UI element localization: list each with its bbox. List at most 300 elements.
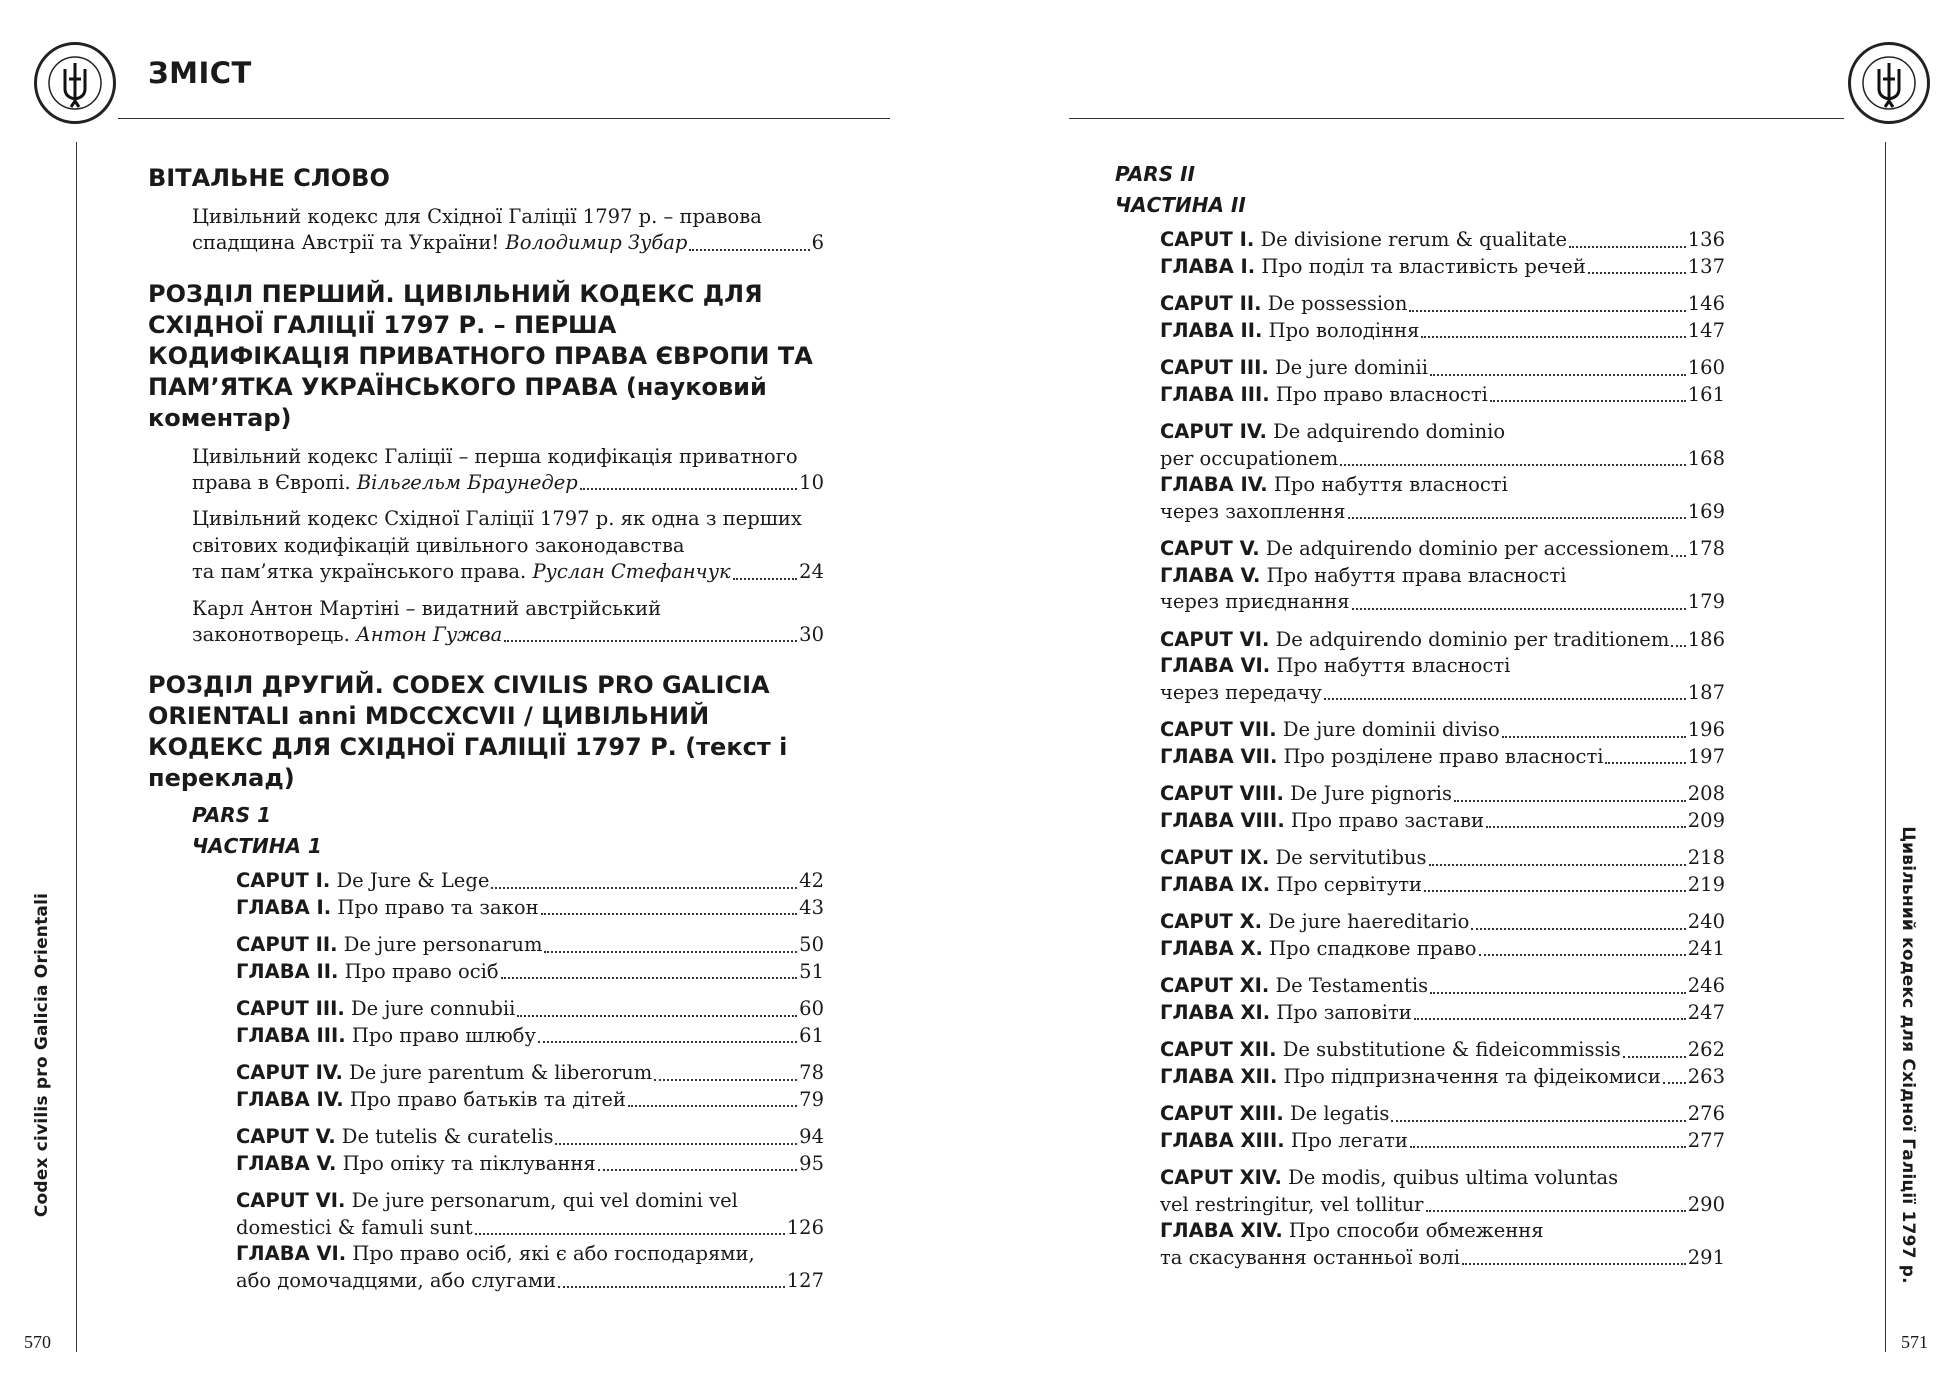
entry-label	[1160, 1000, 1412, 1027]
part-label-ukrainian: ЧАСТИНА 1	[192, 834, 322, 858]
toc-entry-line	[1160, 808, 1725, 835]
entry-page-number: 24	[799, 560, 824, 583]
entry-text: De jure dominii	[1268, 356, 1429, 379]
entry-page-number: 127	[786, 1268, 824, 1292]
entry-number: CAPUT II.	[1160, 292, 1262, 315]
article-title-line: законотворець.	[192, 622, 357, 646]
entry-number: CAPUT II.	[236, 933, 338, 956]
entry-number: ГЛАВА I.	[1160, 254, 1256, 278]
entry-page-number: 168	[1687, 446, 1725, 470]
dot-leader	[1414, 1018, 1686, 1020]
dot-leader	[1421, 336, 1685, 338]
entry-text: та скасування останньої волі	[1160, 1245, 1461, 1269]
entry-page-number: 43	[799, 895, 824, 919]
table-of-contents	[1115, 159, 1725, 1282]
toc-entry-line	[1160, 419, 1725, 446]
article-title-line: Карл Антон Мартіні – видатний австрійський	[192, 596, 662, 620]
entry-text: De modis, quibus ultima voluntas	[1281, 1166, 1619, 1189]
article-entry	[192, 595, 824, 649]
chapter-entry	[1160, 717, 1725, 770]
entry-page-number: 196	[1687, 718, 1725, 741]
toc-entry-line	[236, 1124, 824, 1151]
toc-entry-line	[1160, 1037, 1725, 1064]
entry-label	[1160, 1245, 1460, 1272]
entry-page-number: 179	[1687, 590, 1725, 613]
entry-text: Про опіку та піклування	[336, 1151, 596, 1175]
toc-entry-line	[236, 1060, 824, 1087]
entry-label	[1160, 1101, 1389, 1128]
entry-page-number: 219	[1687, 872, 1725, 896]
entry-label	[1160, 717, 1500, 744]
entry-text: Про підпризначення та фідеікомиси	[1277, 1064, 1661, 1088]
toc-entry-line	[192, 230, 824, 257]
entry-page-number: 186	[1687, 627, 1725, 651]
entry-text: Про спадкове право	[1262, 936, 1477, 960]
entry-text: De adquirendo dominio	[1266, 420, 1506, 443]
toc-entry-line	[1160, 1128, 1725, 1155]
entry-label	[1160, 318, 1419, 345]
entry-number: ГЛАВА III.	[1160, 382, 1270, 406]
entry-page-number: 51	[799, 959, 824, 983]
side-running-title: Codex civilis pro Galicia Orientali	[32, 892, 52, 1218]
toc-entry-line	[1160, 909, 1725, 936]
entry-text: De Jure & Lege	[330, 869, 490, 892]
dot-leader	[555, 1143, 797, 1145]
section-title-text: РОЗДІЛ ДРУГИЙ. CODEX CIVILIS PRO GALICIA ORIENTALI anni MDCCXCVII / ЦИВІЛЬНИЙ КОДЕКС ДЛЯ СХІДНОЇ ГАЛІЦІЇ 1797 Р.	[148, 671, 770, 761]
entry-page-number: 209	[1687, 808, 1725, 832]
article-title-line: Цивільний кодекс Галіції – перша кодифікація приватного	[192, 444, 798, 468]
toc-entry-line	[1160, 653, 1725, 680]
section-title-suffix: (науковий коментар)	[148, 372, 767, 432]
dot-leader	[1490, 400, 1686, 402]
margin-rule	[76, 142, 77, 1352]
entry-number: ГЛАВА V.	[1160, 563, 1261, 587]
entry-text: або домочадцями, або слугами	[236, 1268, 556, 1292]
entry-page-number: 161	[1687, 382, 1725, 406]
toc-entry-line	[1160, 1245, 1725, 1272]
dot-leader	[654, 1079, 797, 1081]
entry-text: De adquirendo dominio per accessionem	[1259, 537, 1670, 560]
entry-label	[1160, 446, 1338, 473]
entry-label	[192, 470, 578, 497]
dot-leader	[544, 951, 797, 953]
toc-entry-line	[1160, 563, 1725, 590]
entry-label	[1160, 781, 1452, 808]
entry-text: De Testamentis	[1269, 974, 1429, 997]
entry-page-number: 247	[1687, 1000, 1725, 1024]
entry-page-number: 197	[1687, 744, 1725, 768]
entry-number: CAPUT VI.	[1160, 627, 1270, 651]
entry-label	[236, 1087, 626, 1114]
chapter-entry	[236, 868, 824, 921]
article-author: Руслан Стефанчук	[532, 560, 731, 583]
dot-leader	[558, 1286, 785, 1288]
section-title	[148, 163, 824, 194]
chapter-entry	[1160, 781, 1725, 834]
entry-page-number: 60	[799, 997, 824, 1020]
emblem-logo	[1848, 42, 1930, 124]
article-title-line: права в Європі.	[192, 470, 357, 494]
entry-page-number: 146	[1687, 292, 1725, 315]
toc-entry-line	[236, 1268, 824, 1295]
entry-label	[1160, 291, 1407, 318]
entry-label	[1160, 680, 1322, 707]
article-author: Антон Гужва	[356, 622, 503, 646]
header-rule	[1069, 118, 1844, 119]
dot-leader	[1391, 1120, 1685, 1122]
entry-label	[1160, 627, 1669, 654]
toc-entry-line	[236, 1241, 824, 1268]
entry-text: через захоплення	[1160, 499, 1346, 523]
entry-page-number: 147	[1687, 318, 1725, 342]
entry-number: ГЛАВА VI.	[236, 1242, 347, 1265]
toc-entry-line	[1160, 845, 1725, 872]
entry-label	[192, 622, 502, 649]
entry-label	[1160, 227, 1567, 254]
chapter-entry	[236, 1188, 824, 1294]
entry-label	[1160, 254, 1586, 281]
entry-label	[1160, 382, 1488, 409]
entry-text: Про легати	[1284, 1128, 1408, 1152]
entry-label	[1160, 744, 1603, 771]
section-title-suffix: (текст і переклад)	[148, 733, 788, 792]
toc-entry-line	[1160, 973, 1725, 1000]
entry-text: через приєднання	[1160, 590, 1350, 613]
entry-text: Про володіння	[1262, 318, 1420, 342]
entry-label	[236, 1060, 652, 1087]
dot-leader	[1605, 762, 1685, 764]
article-title-line: спадщина Австрії та України!	[192, 231, 506, 254]
entry-label	[1160, 536, 1669, 563]
entry-text: Про поділ та властивість речей	[1255, 254, 1586, 278]
entry-label	[236, 895, 539, 922]
entry-page-number: 291	[1687, 1245, 1725, 1269]
margin-rule	[1885, 142, 1886, 1352]
entry-page-number: 187	[1687, 680, 1725, 704]
toc-entry-line	[1160, 318, 1725, 345]
entry-number: ГЛАВА XII.	[1160, 1064, 1278, 1088]
dot-leader	[1671, 645, 1685, 647]
toc-entry-line	[236, 1151, 824, 1178]
chapter-list	[1160, 227, 1725, 1271]
entry-number: CAPUT XII.	[1160, 1038, 1277, 1061]
entry-number: CAPUT I.	[236, 869, 331, 892]
entry-number: ГЛАВА IX.	[1160, 872, 1271, 896]
section-title	[148, 670, 824, 794]
toc-entry-line	[236, 895, 824, 922]
article-title-line: та пам’ятка українського права.	[192, 560, 533, 583]
entry-number: ГЛАВА XIV.	[1160, 1219, 1283, 1242]
dot-leader	[504, 640, 797, 642]
entry-text: Про право шлюбу	[345, 1023, 536, 1047]
right-page	[975, 0, 1949, 1388]
entry-page-number: 178	[1687, 537, 1725, 560]
entry-label	[1160, 1192, 1424, 1219]
article-title-line: світових кодифікацій цивільного законодавства	[192, 534, 685, 557]
chapter-entry	[1160, 909, 1725, 962]
toc-entry-line	[236, 996, 824, 1023]
entry-page-number: 95	[799, 1151, 824, 1175]
toc-entry-line	[1160, 680, 1725, 707]
entry-text: De adquirendo dominio per traditionem	[1269, 627, 1670, 651]
entry-label	[1160, 499, 1346, 526]
dot-leader	[1348, 517, 1686, 519]
entry-text: Про право застави	[1284, 808, 1484, 832]
entry-text: vel restringitur, vel tollitur	[1160, 1192, 1424, 1216]
entry-label	[236, 1023, 536, 1050]
dot-leader	[1409, 310, 1685, 312]
entry-number: ГЛАВА IV.	[236, 1087, 344, 1111]
dot-leader	[1324, 698, 1686, 700]
entry-page-number: 136	[1687, 228, 1725, 251]
entry-page-number: 30	[799, 622, 824, 646]
dot-leader	[1671, 555, 1686, 557]
dot-leader	[1462, 1263, 1686, 1265]
toc-entry-line	[1160, 627, 1725, 654]
side-running-title: Цивільний кодекс для Східної Галіції 1797 р.	[1898, 826, 1918, 1284]
entry-label	[236, 996, 515, 1023]
dot-leader	[1486, 826, 1686, 828]
entry-page-number: 241	[1687, 936, 1725, 960]
part-label-ukrainian: ЧАСТИНА II	[1115, 193, 1246, 217]
toc-entry-line	[236, 868, 824, 895]
dot-leader	[1663, 1082, 1686, 1084]
dot-leader	[1410, 1146, 1686, 1148]
entry-number: ГЛАВА II.	[1160, 318, 1263, 342]
table-of-contents	[148, 163, 824, 1305]
entry-text: Про право власності	[1269, 382, 1488, 406]
entry-page-number: 262	[1687, 1038, 1725, 1061]
section-title-text: РОЗДІЛ ПЕРШИЙ. ЦИВІЛЬНИЙ КОДЕКС ДЛЯ СХІДНОЇ ГАЛІЦІЇ 1797 Р. – ПЕРША КОДИФІКАЦІЯ ПРИВАТНОГО ПРАВА ЄВРОПИ ТА ПАМ’ЯТКА УКРАЇНСЬКОГО ПРАВА	[148, 279, 813, 401]
trident-icon	[1851, 45, 1927, 121]
entry-text: Про розділене право власності	[1277, 744, 1604, 768]
entry-text: De jure parentum & liberorum	[342, 1061, 653, 1084]
toc-entry-line	[1160, 499, 1725, 526]
entry-number: CAPUT III.	[1160, 356, 1269, 379]
page-number: 571	[1901, 1332, 1928, 1352]
entry-number: ГЛАВА XI.	[1160, 1000, 1271, 1024]
toc-entry-line	[1160, 589, 1725, 616]
chapter-entry	[236, 996, 824, 1049]
part-label-latin: PARS 1	[192, 803, 271, 827]
dot-leader	[541, 913, 798, 915]
entry-text: De tutelis & curatelis	[335, 1125, 554, 1148]
dot-leader	[1454, 800, 1686, 802]
entry-text: De jure dominii diviso	[1276, 718, 1500, 741]
entry-label	[1160, 936, 1477, 963]
toc-entry-line	[1160, 472, 1725, 499]
dot-leader	[1479, 954, 1686, 956]
entry-number: ГЛАВА V.	[236, 1151, 337, 1175]
chapter-entry	[236, 932, 824, 985]
entry-number: ГЛАВА VII.	[1160, 744, 1278, 768]
entry-text: De Jure pignoris	[1283, 782, 1452, 805]
entry-label	[236, 932, 542, 959]
entry-page-number: 263	[1687, 1064, 1725, 1088]
entry-label	[1160, 589, 1350, 616]
entry-label	[1160, 909, 1469, 936]
header-rule	[118, 118, 890, 119]
entry-text: De possession	[1261, 292, 1408, 315]
entry-label	[1160, 1128, 1408, 1155]
dot-leader	[475, 1233, 785, 1235]
dot-leader	[1569, 246, 1686, 248]
entry-label	[236, 1215, 473, 1242]
entry-page-number: 126	[786, 1215, 824, 1239]
entry-label	[1160, 808, 1484, 835]
entry-text: De divisione rerum & qualitate	[1254, 228, 1568, 251]
toc-entry-line	[192, 559, 824, 586]
article-author: Вільгельм Браунедер	[356, 470, 578, 494]
toc-entry-line	[192, 622, 824, 649]
toc-entry-line	[1160, 1218, 1725, 1245]
chapter-entry	[236, 1124, 824, 1177]
chapter-entry	[1160, 355, 1725, 408]
entry-label	[1160, 872, 1422, 899]
entry-page-number: 61	[799, 1023, 824, 1047]
entry-number: CAPUT VI.	[236, 1189, 346, 1212]
article-title-line: Цивільний кодекс для Східної Галіції 1797 р. – правова	[192, 205, 762, 228]
chapter-entry	[1160, 1165, 1725, 1271]
toc-entry-line	[1160, 355, 1725, 382]
dot-leader	[1426, 1210, 1686, 1212]
toc-entry-line	[1160, 872, 1725, 899]
entry-number: CAPUT VIII.	[1160, 782, 1284, 805]
dot-leader	[491, 887, 797, 889]
chapter-entry	[1160, 291, 1725, 344]
toc-entry-line	[1160, 382, 1725, 409]
toc-entry-line	[1160, 1165, 1725, 1192]
entry-page-number: 79	[799, 1087, 824, 1111]
toc-entry-line	[1160, 1064, 1725, 1091]
dot-leader	[517, 1015, 797, 1017]
toc-entry-line	[1160, 254, 1725, 281]
section-block	[148, 163, 824, 257]
chapter-entry	[1160, 536, 1725, 616]
dot-leader	[501, 977, 798, 979]
entry-number: ГЛАВА X.	[1160, 936, 1263, 960]
entry-text: Про сервітути	[1270, 872, 1422, 896]
entry-number: ГЛАВА I.	[236, 895, 332, 919]
dot-leader	[1588, 272, 1686, 274]
chapter-entry	[1160, 227, 1725, 280]
entry-text: De servitutibus	[1269, 846, 1427, 869]
dot-leader	[1430, 374, 1686, 376]
entry-page-number: 290	[1687, 1192, 1725, 1216]
section-title-text: ВІТАЛЬНЕ СЛОВО	[148, 164, 390, 192]
entry-label	[236, 959, 499, 986]
toc-entry-line	[1160, 291, 1725, 318]
dot-leader	[1471, 928, 1685, 930]
dot-leader	[733, 578, 798, 580]
dot-leader	[628, 1105, 797, 1107]
entry-text: Про право осіб	[338, 959, 499, 983]
article-entry	[192, 443, 824, 497]
dot-leader	[1623, 1056, 1686, 1058]
toc-entry-line	[1160, 744, 1725, 771]
chapter-entry	[1160, 419, 1725, 525]
trident-icon	[37, 45, 113, 121]
entry-page-number: 276	[1687, 1102, 1725, 1125]
entry-page-number: 208	[1687, 782, 1725, 805]
entry-label	[192, 559, 731, 586]
dot-leader	[1430, 992, 1686, 994]
section-title	[148, 279, 824, 434]
toc-entry-line	[1160, 227, 1725, 254]
toc-entry-line	[1160, 936, 1725, 963]
toc-entry-line	[1160, 1000, 1725, 1027]
entry-text: Про набуття власності	[1267, 473, 1508, 496]
entry-label	[236, 1268, 556, 1295]
entry-number: ГЛАВА XIII.	[1160, 1128, 1285, 1152]
entry-number: ГЛАВА VI.	[1160, 654, 1271, 677]
entry-number: ГЛАВА III.	[236, 1023, 346, 1047]
toc-entry-line	[1160, 536, 1725, 563]
entry-text: Про право батьків та дітей	[343, 1087, 626, 1111]
chapter-entry	[1160, 627, 1725, 707]
entry-page-number: 169	[1687, 499, 1725, 523]
entry-number: CAPUT V.	[236, 1125, 336, 1148]
entry-label	[236, 1124, 553, 1151]
entry-number: CAPUT III.	[236, 997, 345, 1020]
entry-text: через передачу	[1160, 680, 1322, 704]
entry-text: De jure haereditario	[1262, 910, 1470, 933]
entry-number: CAPUT IX.	[1160, 846, 1270, 869]
entry-number: CAPUT I.	[1160, 228, 1255, 251]
entry-number: CAPUT XI.	[1160, 974, 1270, 997]
dot-leader	[1502, 736, 1686, 738]
entry-page-number: 137	[1687, 254, 1725, 278]
entry-page-number: 277	[1687, 1128, 1725, 1152]
entry-text: De substitutione & fideicommissis	[1276, 1038, 1621, 1061]
toc-entry-line	[236, 932, 824, 959]
entry-number: CAPUT XIII.	[1160, 1102, 1284, 1125]
entry-page-number: 94	[799, 1125, 824, 1148]
entry-number: CAPUT IV.	[236, 1061, 343, 1084]
page-title: ЗМІСТ	[148, 56, 252, 90]
article-author: Володимир Зубар	[505, 231, 688, 254]
entry-page-number: 240	[1687, 910, 1725, 933]
entry-number: CAPUT X.	[1160, 910, 1263, 933]
entry-page-number: 42	[799, 869, 824, 892]
entry-page-number: 218	[1687, 846, 1725, 869]
entry-page-number: 6	[811, 231, 824, 254]
entry-text: De legatis	[1283, 1102, 1390, 1125]
entry-text: Про набуття власності	[1270, 654, 1511, 677]
entry-label	[192, 230, 687, 257]
entry-page-number: 160	[1687, 356, 1725, 379]
dot-leader	[1340, 464, 1686, 466]
emblem-logo	[34, 42, 116, 124]
entry-label	[1160, 355, 1428, 382]
entry-text: Про набуття права власності	[1260, 563, 1567, 587]
toc-entry-line	[1160, 1192, 1725, 1219]
entry-number: ГЛАВА II.	[236, 959, 339, 983]
dot-leader	[1424, 890, 1686, 892]
chapter-entry	[1160, 845, 1725, 898]
entry-text: domestici & famuli sunt	[236, 1215, 473, 1239]
dot-leader	[1352, 608, 1686, 610]
entry-page-number: 246	[1687, 974, 1725, 997]
entry-number: CAPUT V.	[1160, 537, 1260, 560]
entry-number: ГЛАВА VIII.	[1160, 808, 1285, 832]
chapter-entry	[1160, 973, 1725, 1026]
chapter-entry	[236, 1060, 824, 1113]
dot-leader	[580, 488, 797, 490]
entry-text: De jure connubii	[344, 997, 516, 1020]
section-block	[148, 670, 824, 794]
toc-entry-line	[236, 1023, 824, 1050]
